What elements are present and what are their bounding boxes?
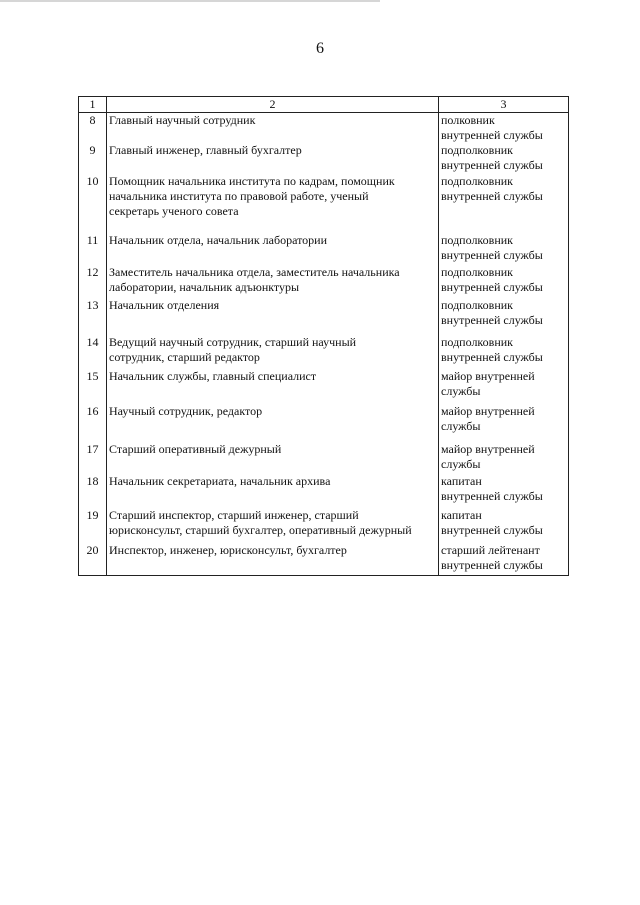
row-number: 13 <box>79 298 107 335</box>
position-cell: Начальник отделения <box>107 298 439 335</box>
row-number: 14 <box>79 335 107 369</box>
row-number: 12 <box>79 265 107 298</box>
column-header-rank: 3 <box>439 97 569 113</box>
table-row <box>79 233 569 265</box>
row-number: 11 <box>79 233 107 265</box>
row-number: 16 <box>79 404 107 442</box>
table-row <box>79 404 569 442</box>
row-number: 19 <box>79 508 107 543</box>
rank-cell: подполковник внутренней службы <box>439 143 569 174</box>
table-row <box>79 174 569 233</box>
column-header-number: 1 <box>79 97 107 113</box>
position-cell: Ведущий научный сотрудник, старший научный сотрудник, старший редактор <box>107 335 439 369</box>
rank-table <box>78 96 569 576</box>
rank-cell: подполковник внутренней службы <box>439 174 569 233</box>
rank-cell: подполковник внутренней службы <box>439 233 569 265</box>
row-number: 18 <box>79 474 107 508</box>
table-row <box>79 508 569 543</box>
position-cell: Инспектор, инженер, юрисконсульт, бухгалтер <box>107 543 439 575</box>
table-row <box>79 265 569 298</box>
position-cell: Помощник начальника института по кадрам, помощник начальника института по правовой работе, ученый секретарь ученого совета <box>107 174 439 233</box>
table-row <box>79 442 569 474</box>
row-number: 9 <box>79 143 107 174</box>
table-row <box>79 143 569 174</box>
position-cell: Начальник отдела, начальник лаборатории <box>107 233 439 265</box>
rank-cell: майор внутренней службы <box>439 442 569 474</box>
row-number: 20 <box>79 543 107 575</box>
position-cell: Главный инженер, главный бухгалтер <box>107 143 439 174</box>
table-row <box>79 298 569 335</box>
rank-cell: капитан внутренней службы <box>439 474 569 508</box>
rank-cell: полковник внутренней службы <box>439 113 569 144</box>
row-number: 15 <box>79 369 107 404</box>
rank-cell: майор внутренней службы <box>439 369 569 404</box>
table-row <box>79 543 569 575</box>
table-row <box>79 474 569 508</box>
scan-edge-line <box>0 0 380 2</box>
table-row <box>79 335 569 369</box>
position-cell: Старший оперативный дежурный <box>107 442 439 474</box>
position-cell: Начальник секретариата, начальник архива <box>107 474 439 508</box>
position-cell: Начальник службы, главный специалист <box>107 369 439 404</box>
row-number: 17 <box>79 442 107 474</box>
page-number: 6 <box>316 40 324 57</box>
position-cell: Научный сотрудник, редактор <box>107 404 439 442</box>
column-header-position: 2 <box>107 97 439 113</box>
position-cell: Заместитель начальника отдела, заместитель начальника лаборатории, начальник адъюнктуры <box>107 265 439 298</box>
rank-cell: капитан внутренней службы <box>439 508 569 543</box>
row-number: 8 <box>79 113 107 144</box>
rank-cell: подполковник внутренней службы <box>439 298 569 335</box>
position-cell: Главный научный сотрудник <box>107 113 439 144</box>
rank-cell: старший лейтенант внутренней службы <box>439 543 569 575</box>
table-header-row <box>79 97 569 113</box>
table-row <box>79 369 569 404</box>
position-cell: Старший инспектор, старший инженер, старший юрисконсульт, старший бухгалтер, оперативный дежурный <box>107 508 439 543</box>
rank-cell: подполковник внутренней службы <box>439 265 569 298</box>
table-row <box>79 113 569 144</box>
rank-cell: подполковник внутренней службы <box>439 335 569 369</box>
row-number: 10 <box>79 174 107 233</box>
rank-cell: майор внутренней службы <box>439 404 569 442</box>
